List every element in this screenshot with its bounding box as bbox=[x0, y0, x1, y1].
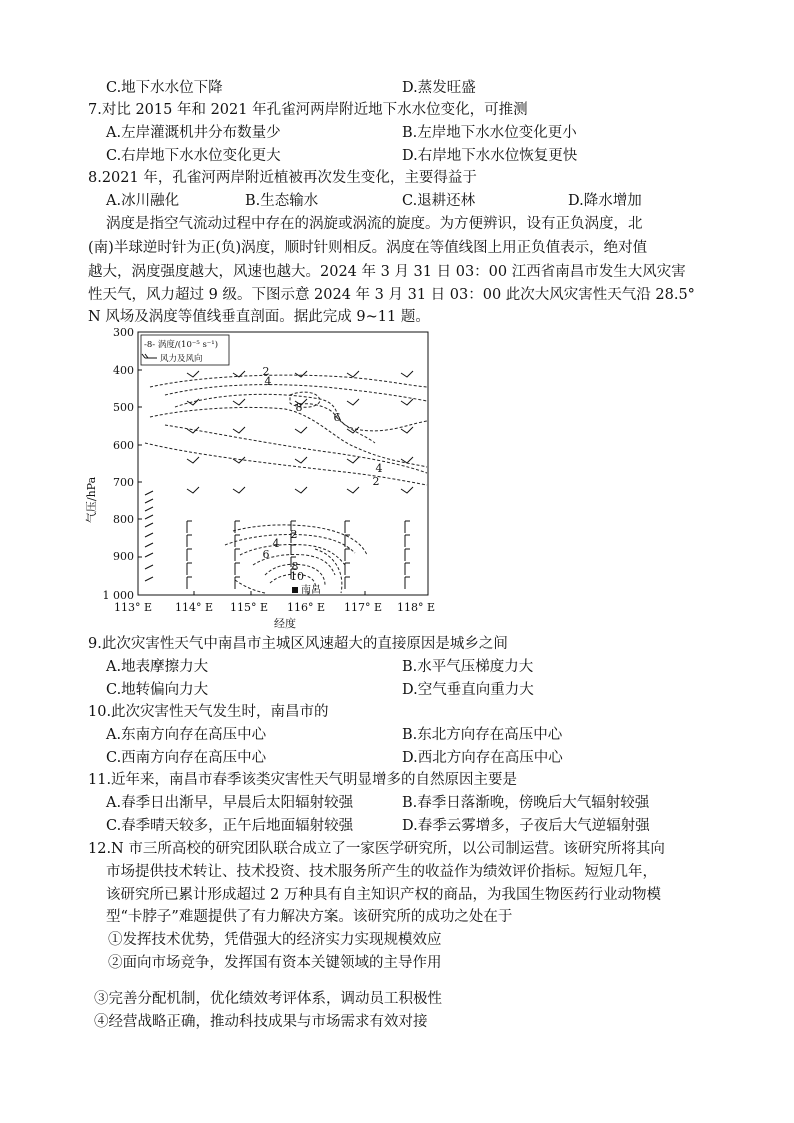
q6-option-d: D.蒸发旺盛 bbox=[402, 80, 476, 96]
q12-option-item: ①发挥技术优势，凭借强大的经济实力实现规模效应 bbox=[108, 932, 442, 948]
contour-label: 4 bbox=[375, 462, 383, 475]
q8-option-a: A.冰川融化 bbox=[106, 193, 180, 209]
q8-option-d: D.降水增加 bbox=[568, 193, 642, 209]
q10-option-a: A.东南方向存在高压中心 bbox=[106, 727, 267, 743]
q12-stem-line: 型“卡脖子”难题提供了有力解决方案。该研究所的成功之处在于 bbox=[106, 909, 513, 925]
x-tick-label: 114° E bbox=[174, 601, 214, 614]
nanchang-marker bbox=[292, 587, 298, 593]
q9-option-d: D.空气垂直向重力大 bbox=[402, 682, 534, 698]
y-tick-label: 600 bbox=[113, 439, 134, 452]
q9-option-c: C.地转偏向力大 bbox=[106, 682, 209, 698]
q11-option-c: C.春季晴天较多，正午后地面辐射较强 bbox=[106, 818, 354, 834]
x-tick-label: 113° E bbox=[113, 601, 153, 614]
contour-label: 2 bbox=[372, 475, 380, 488]
q7-stem: 7.对比 2015 年和 2021 年孔雀河两岸附近地下水水位变化，可推测 bbox=[88, 102, 528, 118]
contour-label: 6 bbox=[262, 548, 270, 561]
contour-label: 4 bbox=[264, 375, 272, 388]
q12-option-item: ④经营战略正确，推动科技成果与市场需求有效对接 bbox=[94, 1014, 428, 1030]
passage-line: N 风场及涡度等值线垂直剖面。据此完成 9~11 题。 bbox=[88, 309, 430, 325]
q7-option-d: D.右岸地下水水位恢复更快 bbox=[402, 148, 578, 164]
q6-option-c: C.地下水水位下降 bbox=[106, 80, 223, 96]
y-tick-label: 800 bbox=[113, 513, 134, 526]
x-axis-label: 经度 bbox=[274, 617, 296, 630]
q12-stem-line: 该研究所已累计形成超过 2 万种具有自主知识产权的商品，为我国生物医药行业动物模 bbox=[106, 887, 661, 903]
q7-option-a: A.左岸灌溉机井分布数量少 bbox=[106, 125, 281, 141]
vorticity-cross-section-figure bbox=[85, 325, 445, 655]
legend-contour-label: -8- 涡度/(10⁻⁵ s⁻¹) bbox=[144, 340, 219, 350]
q10-option-c: C.西南方向存在高压中心 bbox=[106, 750, 267, 766]
contour-label: 10 bbox=[290, 570, 304, 583]
q10-option-b: B.东北方向存在高压中心 bbox=[402, 727, 563, 743]
y-tick-label: 700 bbox=[113, 476, 134, 489]
contour-label: 8 bbox=[291, 560, 299, 573]
q8-option-b: B.生态输水 bbox=[245, 193, 319, 209]
y-tick-label: 900 bbox=[113, 550, 134, 563]
passage-line: 涡度是指空气流动过程中存在的涡旋或涡流的旋度。为方便辨识，设有正负涡度，北 bbox=[106, 216, 643, 232]
passage-line: (南)半球逆时针为正(负)涡度，顺时针则相反。涡度在等值线图上用正负值表示，绝对值 bbox=[88, 240, 648, 256]
passage-line: 性天气，风力超过 9 级。下图示意 2024 年 3 月 31 日 03：00 此次大风灾害性天气沿 28.5° bbox=[88, 287, 695, 303]
q12-option-item: ②面向市场竞争，发挥国有资本关键领域的主导作用 bbox=[108, 955, 442, 971]
x-tick-label: 118° E bbox=[396, 601, 436, 614]
y-tick-label: 300 bbox=[113, 326, 134, 339]
q12-stem-line: 12.N 市三所高校的研究团队联合成立了一家医学研究所，以公司制运营。该研究所将其向 bbox=[88, 841, 665, 857]
q11-stem: 11.近年来，南昌市春季该类灾害性天气明显增多的自然原因主要是 bbox=[88, 772, 518, 788]
q7-option-b: B.左岸地下水水位变化更小 bbox=[402, 125, 577, 141]
y-tick-label: 500 bbox=[113, 401, 134, 414]
passage-line: 越大，涡度强度越大，风速也越大。2024 年 3 月 31 日 03：00 江西省南昌市发生大风灾害 bbox=[88, 264, 686, 280]
q10-stem: 10.此次灾害性天气发生时，南昌市的 bbox=[88, 704, 329, 720]
upper-contours bbox=[145, 375, 427, 485]
contour-label: 2 bbox=[290, 528, 298, 541]
y-tick-label: 1 000 bbox=[102, 589, 134, 602]
legend-wind-label: 风力及风向 bbox=[160, 354, 203, 364]
q10-option-d: D.西北方向存在高压中心 bbox=[402, 750, 563, 766]
q11-option-d: D.春季云雾增多，子夜后大气逆辐射强 bbox=[402, 818, 650, 834]
q12-option-item: ③完善分配机制，优化绩效考评体系，调动员工积极性 bbox=[94, 991, 442, 1007]
q9-stem: 9.此次灾害性天气中南昌市主城区风速超大的直接原因是城乡之间 bbox=[88, 636, 508, 652]
q11-option-a: A.春季日出渐早，早晨后太阳辐射较强 bbox=[106, 795, 354, 811]
contour-label: 2 bbox=[262, 365, 270, 378]
y-tick-label: 400 bbox=[113, 364, 134, 377]
q11-option-b: B.春季日落渐晚，傍晚后大气辐射较强 bbox=[402, 795, 650, 811]
q9-option-a: A.地表摩擦力大 bbox=[106, 659, 209, 675]
x-tick-label: 116° E bbox=[286, 601, 326, 614]
q7-option-c: C.右岸地下水水位变化更大 bbox=[106, 148, 281, 164]
contour-label: 4 bbox=[272, 537, 280, 550]
q9-option-b: B.水平气压梯度力大 bbox=[402, 659, 534, 675]
x-tick-label: 115° E bbox=[229, 601, 269, 614]
x-tick-label: 117° E bbox=[343, 601, 383, 614]
y-axis-label: 气压/hPa bbox=[85, 476, 98, 524]
q12-stem-line: 市场提供技术转让、技术投资、技术服务所产生的收益作为绩效评价指标。短短几年， bbox=[106, 864, 657, 880]
q8-option-c: C.退耕还林 bbox=[402, 193, 476, 209]
contour-label: 8 bbox=[295, 401, 303, 414]
city-label: 南昌 bbox=[301, 585, 321, 596]
contour-label: 6 bbox=[333, 411, 341, 424]
q8-stem: 8.2021 年，孔雀河两岸附近植被再次发生变化，主要得益于 bbox=[88, 170, 477, 186]
